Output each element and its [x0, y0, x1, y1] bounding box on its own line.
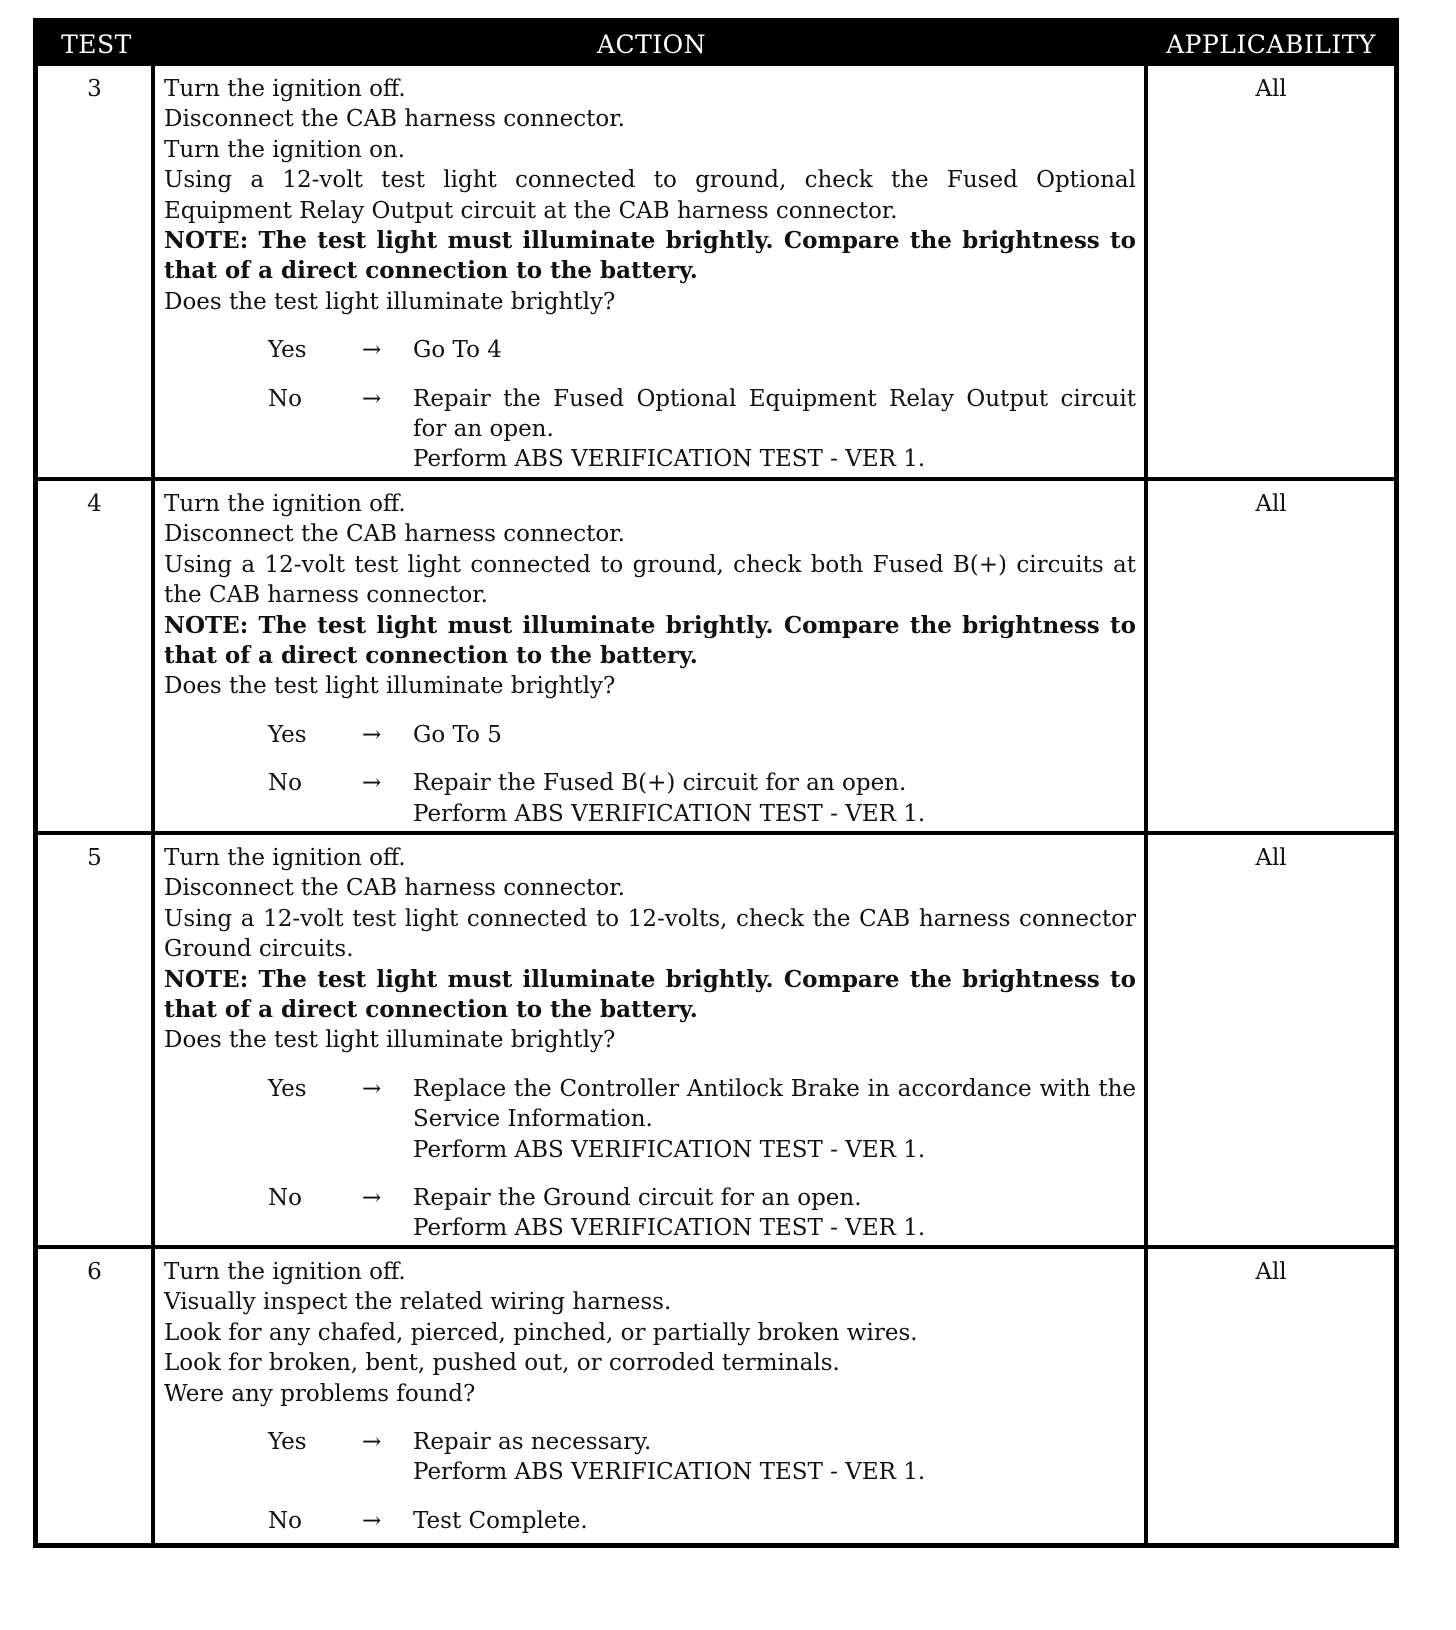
- applicability-value: All: [1255, 76, 1287, 102]
- result-line: Go To 5: [413, 721, 502, 748]
- table-body: [38, 66, 1394, 1543]
- yes-label: Yes: [268, 721, 307, 748]
- no-response: [164, 1506, 1136, 1536]
- result-line: Go To 4: [413, 337, 502, 364]
- yes-result: [413, 720, 1136, 750]
- yes-response: [164, 335, 1136, 365]
- result-line: Perform ABS VERIFICATION TEST - VER 1.: [413, 1215, 926, 1242]
- result-line: Test Complete.: [413, 1507, 588, 1534]
- test-number: 4: [38, 481, 155, 831]
- test-number: 6: [38, 1249, 155, 1543]
- header-test: TEST: [61, 30, 132, 59]
- diagnostic-test-table: [33, 18, 1399, 1548]
- question-text: Does the test light illuminate brightly?: [164, 1027, 616, 1054]
- question-text: Were any problems found?: [164, 1380, 476, 1407]
- table-row: [38, 477, 1394, 831]
- result-line: Perform ABS VERIFICATION TEST - VER 1.: [413, 1459, 926, 1486]
- no-result: [413, 768, 1136, 829]
- no-response: [164, 768, 1136, 829]
- arrow-icon: →: [362, 1075, 382, 1102]
- action-step: Turn the ignition off.: [164, 491, 406, 517]
- result-line: Perform ABS VERIFICATION TEST - VER 1.: [413, 446, 926, 473]
- table-row: [38, 831, 1394, 1245]
- note-text: NOTE: The test light must illuminate brightly. Compare the brightness to that of a direct connection to the battery.: [164, 227, 1136, 285]
- applicability-value: All: [1255, 491, 1287, 517]
- yes-result: [413, 1074, 1136, 1165]
- no-result: [413, 1183, 1136, 1244]
- note-text: NOTE: The test light must illuminate brightly. Compare the brightness to that of a direct connection to the battery.: [164, 965, 1136, 1024]
- yes-label: Yes: [268, 1429, 307, 1456]
- table-row: [38, 66, 1394, 477]
- table-header: [38, 23, 1394, 66]
- arrow-icon: →: [362, 1507, 382, 1534]
- arrow-icon: →: [362, 1429, 382, 1456]
- action-cell: [155, 835, 1148, 1245]
- applicability-value: All: [1255, 845, 1287, 871]
- result-line: Repair as necessary.: [413, 1429, 652, 1456]
- result-line: Repair the Fused Optional Equipment Relay Output circuit for an open.: [413, 385, 1136, 443]
- yes-response: [164, 1074, 1136, 1165]
- no-label: No: [268, 385, 302, 412]
- action-step: Turn the ignition off.: [164, 1259, 406, 1285]
- arrow-icon: →: [362, 385, 382, 412]
- action-step: Using a 12-volt test light connected to 12-volts, check the CAB harness connector Ground circuits.: [164, 905, 1136, 963]
- action-cell: [155, 66, 1148, 477]
- action-step: Disconnect the CAB harness connector.: [164, 521, 625, 548]
- note-text: NOTE: The test light must illuminate brightly. Compare the brightness to that of a direct connection to the battery.: [164, 611, 1136, 670]
- question-text: Does the test light illuminate brightly?: [164, 288, 616, 315]
- test-number: 3: [38, 66, 155, 477]
- arrow-icon: →: [362, 1185, 382, 1212]
- action-step: Look for broken, bent, pushed out, or corroded terminals.: [164, 1350, 840, 1377]
- yes-response: [164, 720, 1136, 750]
- action-step: Using a 12-volt test light connected to ground, check the Fused Optional Equipment Relay Output circuit at the CAB harness connector.: [164, 167, 1136, 224]
- no-response: [164, 1183, 1136, 1244]
- result-line: Replace the Controller Antilock Brake in accordance with the Service Information.: [413, 1075, 1136, 1133]
- no-label: No: [268, 1185, 302, 1212]
- yes-label: Yes: [268, 337, 307, 364]
- no-response: [164, 384, 1136, 475]
- action-cell: [155, 481, 1148, 831]
- action-step: Using a 12-volt test light connected to ground, check both Fused B(+) circuits at the CAB harness connector.: [164, 551, 1136, 609]
- result-line: Repair the Ground circuit for an open.: [413, 1185, 862, 1212]
- header-action: ACTION: [596, 30, 707, 59]
- action-step: Disconnect the CAB harness connector.: [164, 106, 625, 133]
- table-row: [38, 1245, 1394, 1543]
- test-number: 5: [38, 835, 155, 1245]
- no-result: [413, 1506, 1136, 1536]
- yes-result: [413, 335, 1136, 365]
- yes-response: [164, 1427, 1136, 1488]
- action-step: Look for any chafed, pierced, pinched, or partially broken wires.: [164, 1319, 918, 1346]
- result-line: Repair the Fused B(+) circuit for an open.: [413, 770, 907, 797]
- question-text: Does the test light illuminate brightly?: [164, 673, 616, 700]
- applicability-value: All: [1255, 1259, 1287, 1285]
- action-step: Turn the ignition off.: [164, 76, 406, 102]
- no-label: No: [268, 1507, 302, 1534]
- no-label: No: [268, 770, 302, 797]
- no-result: [413, 384, 1136, 475]
- arrow-icon: →: [362, 770, 382, 797]
- result-line: Perform ABS VERIFICATION TEST - VER 1.: [413, 1136, 926, 1163]
- arrow-icon: →: [362, 721, 382, 748]
- result-line: Perform ABS VERIFICATION TEST - VER 1.: [413, 800, 926, 827]
- action-step: Disconnect the CAB harness connector.: [164, 875, 625, 902]
- action-step: Turn the ignition on.: [164, 136, 406, 163]
- action-cell: [155, 1249, 1148, 1543]
- header-applicability: APPLICABILITY: [1166, 30, 1376, 59]
- action-step: Turn the ignition off.: [164, 845, 406, 871]
- yes-label: Yes: [268, 1075, 307, 1102]
- yes-result: [413, 1427, 1136, 1488]
- arrow-icon: →: [362, 337, 382, 364]
- action-step: Visually inspect the related wiring harness.: [164, 1289, 672, 1316]
